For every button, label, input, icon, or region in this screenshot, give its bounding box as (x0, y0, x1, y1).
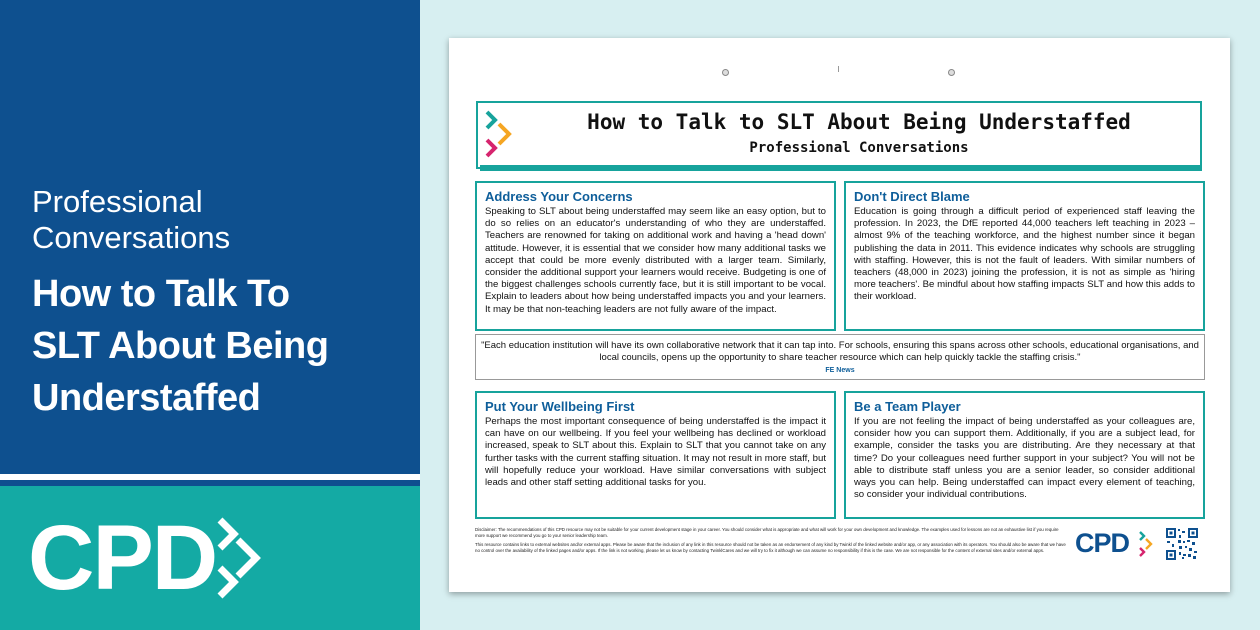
quote-source-link[interactable]: FE News (825, 367, 855, 374)
disclaimer (475, 527, 1069, 554)
left-panel (0, 0, 420, 630)
section-heading: Don't Direct Blame (854, 189, 970, 204)
chevrons-icon (212, 514, 272, 604)
chevrons-icon (1138, 530, 1156, 558)
sheet-title: How to Talk to SLT About Being Understaffed (587, 110, 1131, 134)
cpd-logo-text: CPD (1075, 528, 1130, 558)
left-title (32, 268, 402, 424)
section-address-concerns (475, 181, 836, 331)
subtitle-line: Conversations (32, 220, 231, 255)
section-team-player (844, 391, 1205, 519)
header-underline (480, 165, 1202, 171)
disclaimer-text: This resource contains links to external websites and/or external apps. Please be aware that the inclusion of any link in this resource should not be taken as an endorsement of any kind by Twinkl of the linked website and/or app, or any association with its operators. You should also be aware that we have no control over the availability of the linked pages and/or apps. If the link is not working, please let us know by contacting TwinklCares and we will try to fix it although we can assume no responsibility if this is the case. We are not responsible for the content of external sites and/or external apps. (475, 542, 1066, 553)
section-body: Education is going through a difficult period of experienced staff leaving the profession. In 2023, the DfE reported 44,000 teachers left teaching in 2023 – almost 9% of the teaching workforce, and the highest number since it began publishing the data in 2011. This evidence indicates why schools are struggling with staffing. However, this is not the fault of leaders. With similar numbers of teachers (48,000 in 2023) joining the profession, it is not as simple as 'hiring more teachers'. Be mindful about how staffing impacts SLT and how this adds to their workload. (854, 206, 1195, 303)
section-heading: Address Your Concerns (485, 189, 633, 204)
chevrons-icon (483, 108, 523, 164)
sheet-subtitle: Professional Conversations (749, 140, 969, 156)
section-body: If you are not feeling the impact of being understaffed as your colleagues are, consider how you can support them. Additionally, if you are a subject lead, for example, consider the tasks you are distributing. Are they necessary at that time? Do your colleagues need further support in your subject? You will not be able to distribute staff unless you are a senior leader, so consider additional ways you can help. Being understaffed can impact every element of teaching, so consider your individual contributions. (854, 416, 1195, 501)
pin-icon (948, 69, 955, 76)
title-line: SLT About Being (32, 325, 329, 367)
subtitle-line: Professional (32, 184, 203, 219)
section-heading: Put Your Wellbeing First (485, 399, 635, 414)
document-sheet (449, 38, 1230, 592)
section-body: Perhaps the most important consequence of being understaffed is the impact it can have on our wellbeing. If you feel your wellbeing has declined or workload increased, speak to SLT about this. Explain to SLT that you cannot take on any further tasks with the current staffing situation. It may not result in more staff, but will hopefully reduce your workload. Have similar conversations with subject leads and other staff setting additional tasks for you. (485, 416, 826, 489)
qr-code-icon[interactable] (1165, 527, 1199, 561)
cpd-logo-text: CPD (28, 507, 217, 609)
title-line: Understaffed (32, 377, 261, 419)
title-line: How to Talk To (32, 273, 290, 315)
quote-box (475, 334, 1205, 380)
disclaimer-text: Disclaimer: The recommendations of this CPD resource may not be suitable for your current development stage in your career. You should consider what is appropriate and what will work for your own development and knowledge. The examples used for lessons are not an exhaustive list if you require more support we recommend you go to your senior leadership team. (475, 527, 1059, 538)
crease-mark (838, 66, 839, 72)
section-wellbeing-first (475, 391, 836, 519)
section-heading: Be a Team Player (854, 399, 961, 414)
quote-text: "Each education institution will have its own collaborative network that it can tap into. For schools, ensuring this spans across other schools, educational organisations, and local councils, opens up the opportunity to share teacher resource which can help quickly tackle the staffing crisis." (481, 340, 1199, 363)
left-subtitle (32, 184, 402, 256)
section-body: Speaking to SLT about being understaffed may seem like an easy option, but to do so relies on an educator's understanding of who they are understaffed. Teachers are renowned for taking on additional work and having a 'head down' attitude. However, it is essential that we consider how many additional tasks we accept that could be more evenly distributed with a larger team. Similarly, consider the additional support your learners would receive. Budgeting is one of the biggest challenges schools currently face, but it is still important to be vocal. Explain to leaders about how being understaffed impacts you and your learners. It may be that non-teaching leaders are not fully aware of the impact. (485, 206, 826, 315)
pin-icon (722, 69, 729, 76)
section-dont-direct-blame (844, 181, 1205, 331)
